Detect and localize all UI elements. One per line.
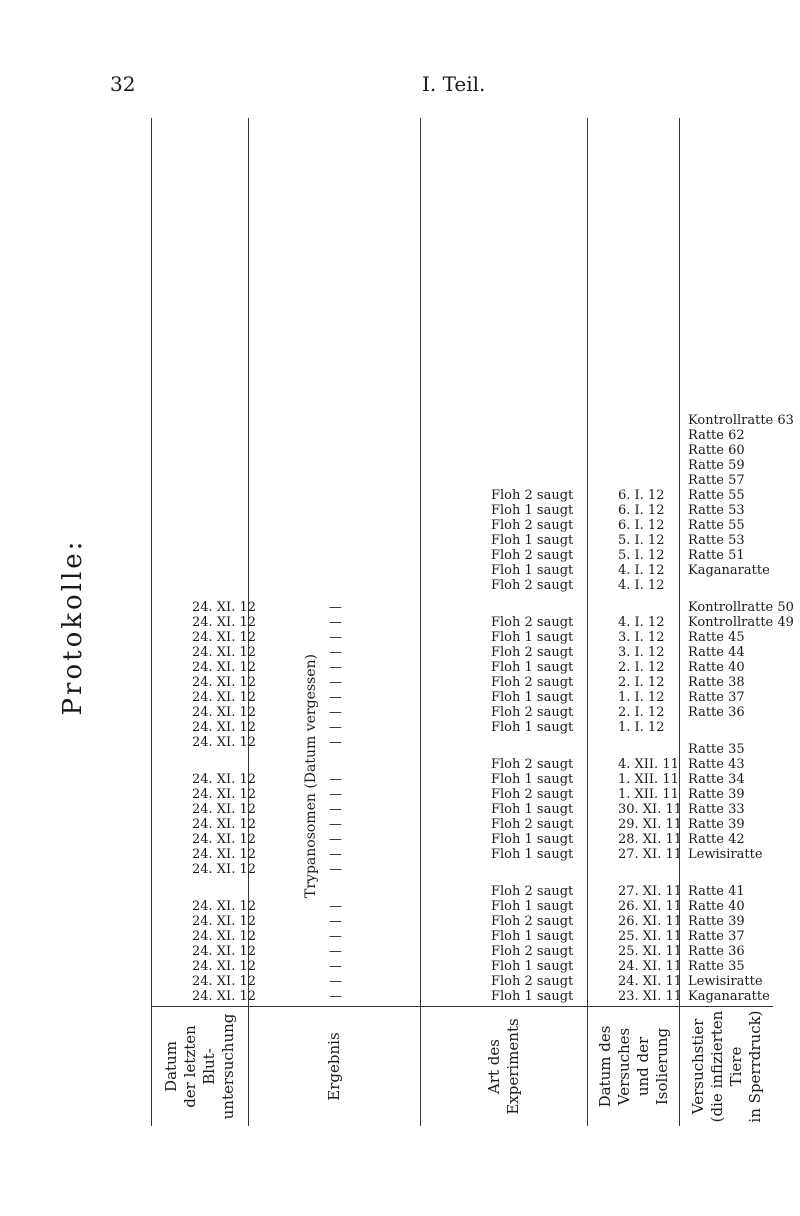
animal-entry: Ratte 44 bbox=[688, 645, 745, 660]
last-exam-entry: 24. XI. 12 bbox=[192, 847, 257, 862]
animal-entry: Ratte 62 bbox=[688, 428, 745, 443]
header-date-line-1: Datum des bbox=[595, 1025, 614, 1108]
date-entry: 3. I. 12 bbox=[618, 645, 665, 660]
animal-body bbox=[680, 118, 794, 1004]
date-entry: 1. XII. 11 bbox=[618, 772, 679, 787]
result-entry: — bbox=[329, 600, 342, 615]
date-entry: 1. XII. 11 bbox=[618, 787, 679, 802]
animal-entry: Ratte 39 bbox=[688, 817, 745, 832]
result-entry: — bbox=[329, 959, 342, 974]
result-entry: — bbox=[329, 899, 342, 914]
header-result-line-1: Ergebnis bbox=[325, 1032, 343, 1101]
date-body bbox=[588, 118, 683, 1004]
date-entry: 24. XI. 11 bbox=[618, 959, 683, 974]
header-kind bbox=[421, 1006, 587, 1126]
col-date bbox=[587, 118, 683, 1126]
result-body bbox=[249, 118, 420, 1004]
date-entry: 25. XI. 11 bbox=[618, 944, 683, 959]
last-exam-entry: 24. XI. 12 bbox=[192, 660, 257, 675]
date-entry: 4. I. 12 bbox=[618, 563, 665, 578]
result-entry: — bbox=[329, 817, 342, 832]
col-animal bbox=[679, 118, 794, 1126]
animal-entry: Ratte 35 bbox=[688, 742, 745, 757]
animal-entry: Lewisiratte bbox=[688, 974, 763, 989]
col-result bbox=[248, 118, 420, 1126]
header-date-line-2: Versuches bbox=[614, 1027, 633, 1106]
kind-entry: Floh 2 saugt bbox=[491, 705, 574, 720]
kind-entry: Floh 1 saugt bbox=[491, 832, 574, 847]
kind-entry: Floh 2 saugt bbox=[491, 817, 574, 832]
animal-entry: Lewisiratte bbox=[688, 847, 763, 862]
result-entry: — bbox=[329, 645, 342, 660]
kind-entry: Floh 1 saugt bbox=[491, 720, 574, 735]
kind-entry: Floh 1 saugt bbox=[491, 847, 574, 862]
date-entry: 5. I. 12 bbox=[618, 548, 665, 563]
animal-entry: Ratte 39 bbox=[688, 914, 745, 929]
animal-entry: Ratte 53 bbox=[688, 503, 745, 518]
animal-entry: Ratte 35 bbox=[688, 959, 745, 974]
date-entry: 26. XI. 11 bbox=[618, 914, 683, 929]
animal-entry: Ratte 45 bbox=[688, 630, 745, 645]
animal-entry: Kontrollratte 49 bbox=[688, 615, 794, 630]
date-entry: 6. I. 12 bbox=[618, 518, 665, 533]
animal-entry: Ratte 37 bbox=[688, 690, 745, 705]
result-entry: — bbox=[329, 802, 342, 817]
date-entry: 30. XI. 11 bbox=[618, 802, 683, 817]
last-exam-entry: 24. XI. 12 bbox=[192, 705, 257, 720]
animal-entry: Ratte 59 bbox=[688, 458, 745, 473]
animal-entry: Ratte 36 bbox=[688, 944, 745, 959]
kind-entry: Floh 2 saugt bbox=[491, 757, 574, 772]
date-entry: 23. XI. 11 bbox=[618, 989, 683, 1004]
header-date-line-4: Isolierung bbox=[652, 1027, 671, 1106]
animal-entry: Ratte 38 bbox=[688, 675, 745, 690]
animal-entry: Ratte 36 bbox=[688, 705, 745, 720]
result-entry: — bbox=[329, 862, 342, 877]
last-exam-entry: 24. XI. 12 bbox=[192, 735, 257, 750]
date-entry: 2. I. 12 bbox=[618, 705, 665, 720]
result-entry: — bbox=[329, 705, 342, 720]
date-entry: 2. I. 12 bbox=[618, 660, 665, 675]
kind-entry: Floh 2 saugt bbox=[491, 787, 574, 802]
last-exam-entry: 24. XI. 12 bbox=[192, 675, 257, 690]
last-exam-entry: 24. XI. 12 bbox=[192, 862, 257, 877]
animal-entry: Kontrollratte 63 bbox=[688, 413, 794, 428]
kind-entry: Floh 2 saugt bbox=[491, 944, 574, 959]
animal-entry: Kaganaratte bbox=[688, 989, 770, 1004]
running-head: I. Teil. bbox=[422, 72, 486, 96]
kind-entry: Floh 1 saugt bbox=[491, 660, 574, 675]
date-entry: 27. XI. 11 bbox=[618, 847, 683, 862]
last-exam-entry: 24. XI. 12 bbox=[192, 959, 257, 974]
result-entry: — bbox=[329, 630, 342, 645]
date-entry: 4. I. 12 bbox=[618, 615, 665, 630]
last-exam-entry: 24. XI. 12 bbox=[192, 690, 257, 705]
kind-entry: Floh 1 saugt bbox=[491, 503, 574, 518]
col-last-exam bbox=[151, 118, 257, 1126]
date-entry: 25. XI. 11 bbox=[618, 929, 683, 944]
animal-entry: Ratte 34 bbox=[688, 772, 745, 787]
kind-entry: Floh 2 saugt bbox=[491, 974, 574, 989]
last-exam-entry: 24. XI. 12 bbox=[192, 645, 257, 660]
last-exam-entry: 24. XI. 12 bbox=[192, 802, 257, 817]
header-kind-line-1: Art des Experiments bbox=[485, 1018, 522, 1115]
header-last-line-1: Datum bbox=[162, 1041, 180, 1092]
col-kind bbox=[420, 118, 587, 1126]
header-animal-line-2: (die infizierten Tiere bbox=[707, 1010, 745, 1123]
date-entry: 4. I. 12 bbox=[618, 578, 665, 593]
last-exam-entry: 24. XI. 12 bbox=[192, 914, 257, 929]
kind-entry: Floh 2 saugt bbox=[491, 914, 574, 929]
result-entry: — bbox=[329, 944, 342, 959]
header-animal-line-1: Versuchstier bbox=[688, 1018, 707, 1115]
animal-entry: Ratte 37 bbox=[688, 929, 745, 944]
kind-entry: Floh 1 saugt bbox=[491, 533, 574, 548]
last-exam-entry: 24. XI. 12 bbox=[192, 899, 257, 914]
date-entry: 26. XI. 11 bbox=[618, 899, 683, 914]
animal-entry: Ratte 41 bbox=[688, 884, 745, 899]
animal-entry: Ratte 33 bbox=[688, 802, 745, 817]
date-entry: 29. XI. 11 bbox=[618, 817, 683, 832]
protocol-table bbox=[151, 118, 794, 1126]
kind-entry: Floh 1 saugt bbox=[491, 690, 574, 705]
animal-entry: Ratte 57 bbox=[688, 473, 745, 488]
result-entry: — bbox=[329, 772, 342, 787]
kind-entry: Floh 1 saugt bbox=[491, 929, 574, 944]
animal-entry: Ratte 39 bbox=[688, 787, 745, 802]
side-heading: Protokolle: bbox=[58, 538, 88, 716]
last-exam-entry: 24. XI. 12 bbox=[192, 787, 257, 802]
kind-entry: Floh 2 saugt bbox=[491, 615, 574, 630]
result-entry: — bbox=[329, 989, 342, 1004]
result-entry: — bbox=[329, 690, 342, 705]
last-exam-entry: 24. XI. 12 bbox=[192, 630, 257, 645]
date-entry: 24. XI. 11 bbox=[618, 974, 683, 989]
date-entry: 28. XI. 11 bbox=[618, 832, 683, 847]
date-entry: 6. I. 12 bbox=[618, 488, 665, 503]
kind-body bbox=[421, 118, 587, 1004]
header-date bbox=[588, 1006, 679, 1126]
last-exam-entry: 24. XI. 12 bbox=[192, 944, 257, 959]
date-entry: 5. I. 12 bbox=[618, 533, 665, 548]
kind-entry: Floh 2 saugt bbox=[491, 518, 574, 533]
last-exam-entry: 24. XI. 12 bbox=[192, 989, 257, 1004]
result-entry: — bbox=[329, 929, 342, 944]
kind-entry: Floh 2 saugt bbox=[491, 488, 574, 503]
date-entry: 4. XII. 11 bbox=[618, 757, 679, 772]
header-animal-line-3: in Sperrdruck) bbox=[745, 1010, 764, 1123]
last-exam-entry: 24. XI. 12 bbox=[192, 817, 257, 832]
header-result bbox=[249, 1006, 420, 1126]
animal-entry: Ratte 53 bbox=[688, 533, 745, 548]
last-exam-entry: 24. XI. 12 bbox=[192, 615, 257, 630]
animal-entry: Ratte 43 bbox=[688, 757, 745, 772]
last-exam-body bbox=[152, 118, 257, 1004]
result-entry: — bbox=[329, 832, 342, 847]
last-exam-entry: 24. XI. 12 bbox=[192, 974, 257, 989]
result-entry: — bbox=[329, 615, 342, 630]
last-exam-entry: 24. XI. 12 bbox=[192, 929, 257, 944]
kind-entry: Floh 1 saugt bbox=[491, 989, 574, 1004]
animal-entry: Ratte 55 bbox=[688, 488, 745, 503]
result-entry: — bbox=[329, 787, 342, 802]
date-entry: 3. I. 12 bbox=[618, 630, 665, 645]
result-entry: — bbox=[329, 847, 342, 862]
protocol-table-rotated bbox=[151, 118, 794, 1126]
kind-entry: Floh 2 saugt bbox=[491, 675, 574, 690]
result-entry: — bbox=[329, 660, 342, 675]
date-entry: 1. I. 12 bbox=[618, 690, 665, 705]
kind-entry: Floh 2 saugt bbox=[491, 578, 574, 593]
kind-entry: Floh 2 saugt bbox=[491, 548, 574, 563]
page-number: 32 bbox=[110, 72, 136, 96]
animal-entry: Kontrollratte 50 bbox=[688, 600, 794, 615]
kind-entry: Floh 1 saugt bbox=[491, 959, 574, 974]
header-last-line-4: untersuchung bbox=[219, 1013, 237, 1120]
result-entry: — bbox=[329, 974, 342, 989]
animal-entry: Ratte 51 bbox=[688, 548, 745, 563]
trypano-note: Trypanosomen (Datum vergessen) bbox=[303, 653, 319, 898]
kind-entry: Floh 1 saugt bbox=[491, 899, 574, 914]
header-last-exam bbox=[152, 1006, 248, 1126]
kind-entry: Floh 1 saugt bbox=[491, 563, 574, 578]
kind-entry: Floh 1 saugt bbox=[491, 772, 574, 787]
kind-entry: Floh 2 saugt bbox=[491, 645, 574, 660]
last-exam-entry: 24. XI. 12 bbox=[192, 832, 257, 847]
result-entry: — bbox=[329, 914, 342, 929]
animal-entry: Ratte 40 bbox=[688, 660, 745, 675]
last-exam-entry: 24. XI. 12 bbox=[192, 772, 257, 787]
kind-entry: Floh 1 saugt bbox=[491, 802, 574, 817]
result-entry: — bbox=[329, 735, 342, 750]
kind-entry: Floh 2 saugt bbox=[491, 884, 574, 899]
header-last-line-3: Blut- bbox=[200, 1048, 218, 1085]
header-last-line-2: der letzten bbox=[181, 1025, 199, 1108]
result-entry: — bbox=[329, 675, 342, 690]
date-entry: 1. I. 12 bbox=[618, 720, 665, 735]
animal-entry: Ratte 60 bbox=[688, 443, 745, 458]
animal-entry: Ratte 42 bbox=[688, 832, 745, 847]
animal-entry: Ratte 40 bbox=[688, 899, 745, 914]
last-exam-entry: 24. XI. 12 bbox=[192, 600, 257, 615]
animal-entry: Kaganaratte bbox=[688, 563, 770, 578]
date-entry: 6. I. 12 bbox=[618, 503, 665, 518]
last-exam-entry: 24. XI. 12 bbox=[192, 720, 257, 735]
date-entry: 27. XI. 11 bbox=[618, 884, 683, 899]
header-date-line-3: und der bbox=[633, 1036, 652, 1097]
result-entry: — bbox=[329, 720, 342, 735]
animal-entry: Ratte 55 bbox=[688, 518, 745, 533]
header-animal bbox=[680, 1006, 773, 1126]
date-entry: 2. I. 12 bbox=[618, 675, 665, 690]
kind-entry: Floh 1 saugt bbox=[491, 630, 574, 645]
